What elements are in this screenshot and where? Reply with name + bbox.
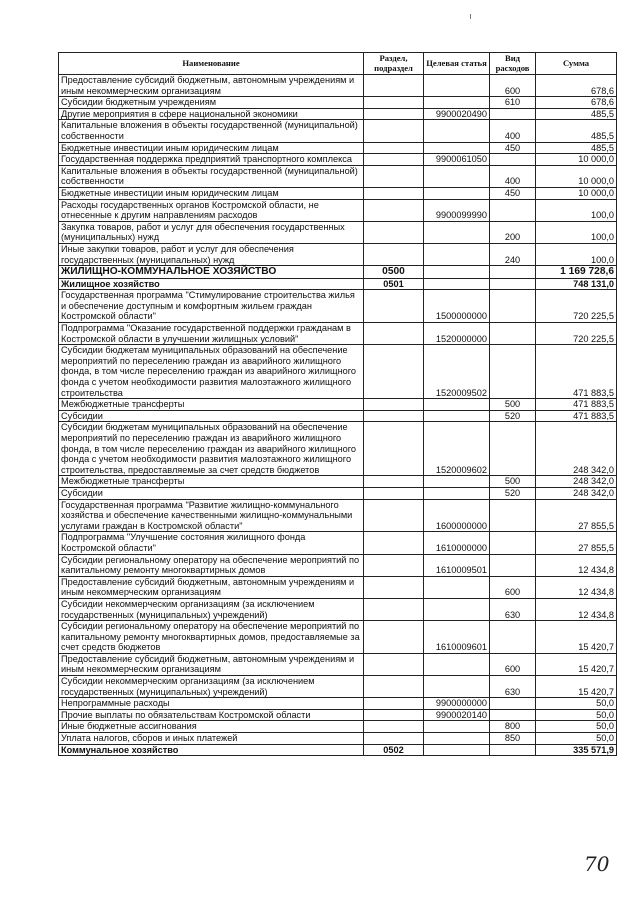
cell-expense: 200	[490, 221, 536, 243]
cell-section	[364, 576, 424, 598]
cell-name: Субсидии региональному оператору на обеспечение мероприятий по капитальному ремонту многоквартирных домов, предоставляемые за счет средств бюджетов	[59, 621, 364, 654]
cell-section	[364, 709, 424, 721]
table-row	[59, 154, 617, 166]
table-row	[59, 598, 617, 620]
table-row	[59, 290, 617, 323]
cell-sum: 248 342,0	[536, 422, 617, 476]
cell-sum: 10 000,0	[536, 187, 617, 199]
table-row	[59, 476, 617, 488]
cell-name: Субсидии региональному оператору на обеспечение мероприятий по капитальному ремонту многоквартирных домов	[59, 554, 364, 576]
header-target: Целевая статья	[424, 53, 490, 75]
table-row	[59, 97, 617, 109]
cell-section	[364, 676, 424, 698]
cell-expense	[490, 278, 536, 290]
cell-target: 1500000000	[424, 290, 490, 323]
table-row	[59, 108, 617, 120]
table-row	[59, 142, 617, 154]
cell-section	[364, 142, 424, 154]
cell-section	[364, 554, 424, 576]
cell-sum: 748 131,0	[536, 278, 617, 290]
table-row	[59, 709, 617, 721]
table-row	[59, 187, 617, 199]
header-sum: Сумма	[536, 53, 617, 75]
cell-sum: 12 434,8	[536, 554, 617, 576]
cell-target: 9900061050	[424, 154, 490, 166]
cell-section	[364, 698, 424, 710]
cell-target	[424, 598, 490, 620]
cell-target: 9900099990	[424, 199, 490, 221]
cell-section	[364, 323, 424, 345]
page-number: 70	[584, 852, 610, 876]
cell-expense: 400	[490, 165, 536, 187]
cell-name: Капитальные вложения в объекты государственной (муниципальной) собственности	[59, 120, 364, 142]
cell-section	[364, 476, 424, 488]
cell-sum: 471 883,5	[536, 399, 617, 411]
table-row	[59, 266, 617, 279]
cell-section	[364, 499, 424, 532]
cell-target	[424, 165, 490, 187]
cell-target	[424, 142, 490, 154]
cell-sum: 471 883,5	[536, 410, 617, 422]
cell-section	[364, 199, 424, 221]
cell-name: Межбюджетные трансферты	[59, 476, 364, 488]
cell-expense: 240	[490, 243, 536, 265]
cell-expense	[490, 532, 536, 554]
cell-expense: 600	[490, 576, 536, 598]
table-row	[59, 576, 617, 598]
cell-expense	[490, 709, 536, 721]
cell-target: 9900020140	[424, 709, 490, 721]
cell-section	[364, 165, 424, 187]
cell-target: 9900020490	[424, 108, 490, 120]
cell-section	[364, 221, 424, 243]
cell-expense: 450	[490, 187, 536, 199]
cell-target: 9900000000	[424, 698, 490, 710]
cell-name: Субсидии бюджетным учреждениям	[59, 97, 364, 109]
cell-expense	[490, 698, 536, 710]
cell-expense: 500	[490, 399, 536, 411]
cell-sum: 678,6	[536, 97, 617, 109]
cell-expense	[490, 290, 536, 323]
cell-target	[424, 97, 490, 109]
cell-section	[364, 621, 424, 654]
cell-target	[424, 653, 490, 675]
cell-sum: 15 420,7	[536, 653, 617, 675]
cell-name: Предоставление субсидий бюджетным, автономным учреждениям и иным некоммерческим организациям	[59, 653, 364, 675]
table-row	[59, 499, 617, 532]
cell-sum: 27 855,5	[536, 499, 617, 532]
cell-name: Предоставление субсидий бюджетным, автономным учреждениям и иным некоммерческим организациям	[59, 75, 364, 97]
cell-sum: 485,5	[536, 108, 617, 120]
cell-section	[364, 399, 424, 411]
table-body	[59, 75, 617, 756]
cell-name: Государственная программа "Развитие жилищно-коммунального хозяйства и обеспечение качественными жилищно-коммунальными услугами граждан в Костромской области"	[59, 499, 364, 532]
cell-sum: 485,5	[536, 142, 617, 154]
cell-sum: 678,6	[536, 75, 617, 97]
cell-expense: 520	[490, 487, 536, 499]
cell-name: Иные бюджетные ассигнования	[59, 721, 364, 733]
cell-expense	[490, 554, 536, 576]
cell-name: Бюджетные инвестиции иным юридическим лицам	[59, 142, 364, 154]
cell-sum: 27 855,5	[536, 532, 617, 554]
cell-sum: 100,0	[536, 243, 617, 265]
cell-sum: 50,0	[536, 733, 617, 745]
table-row	[59, 120, 617, 142]
cell-section	[364, 243, 424, 265]
table-row	[59, 422, 617, 476]
cell-section	[364, 721, 424, 733]
cell-section	[364, 487, 424, 499]
table-row	[59, 487, 617, 499]
table-row	[59, 653, 617, 675]
cell-expense	[490, 154, 536, 166]
cell-name: Субсидии	[59, 487, 364, 499]
cell-expense: 400	[490, 120, 536, 142]
cell-target	[424, 243, 490, 265]
cell-name: Субсидии некоммерческим организациям (за исключением государственных (муниципальных) учреждений)	[59, 598, 364, 620]
cell-sum: 248 342,0	[536, 487, 617, 499]
cell-section	[364, 290, 424, 323]
cell-name: Капитальные вложения в объекты государственной (муниципальной) собственности	[59, 165, 364, 187]
cell-expense: 600	[490, 653, 536, 675]
cell-name: Субсидии бюджетам муниципальных образований на обеспечение мероприятий по переселению граждан из аварийного жилищного фонда, в том числе переселению граждан из аварийного жилищного фонда с учетом необходимости развития малоэтажного жилищного строительства	[59, 345, 364, 399]
cell-expense	[490, 266, 536, 279]
cell-expense: 520	[490, 410, 536, 422]
cell-target: 1610000000	[424, 532, 490, 554]
header-name: Наименование	[59, 53, 364, 75]
cell-section	[364, 154, 424, 166]
cell-expense: 500	[490, 476, 536, 488]
cell-sum: 10 000,0	[536, 154, 617, 166]
cell-name: Государственная программа "Стимулирование строительства жилья и обеспечение доступным и комфортным жильем граждан Костромской области"	[59, 290, 364, 323]
cell-name: Подпрограмма "Улучшение состояния жилищного фонда Костромской области"	[59, 532, 364, 554]
cell-section	[364, 75, 424, 97]
table-row	[59, 75, 617, 97]
cell-sum: 248 342,0	[536, 476, 617, 488]
cell-name: Расходы государственных органов Костромской области, не отнесенные к другим направлениям расходов	[59, 199, 364, 221]
cell-name: Непрограммные расходы	[59, 698, 364, 710]
table-row	[59, 278, 617, 290]
cell-section	[364, 422, 424, 476]
cell-name: Другие мероприятия в сфере национальной экономики	[59, 108, 364, 120]
table-row	[59, 698, 617, 710]
cell-sum: 50,0	[536, 721, 617, 733]
cell-expense: 450	[490, 142, 536, 154]
scan-mark	[470, 14, 471, 19]
cell-target	[424, 676, 490, 698]
cell-expense	[490, 199, 536, 221]
table-row	[59, 399, 617, 411]
cell-name: Субсидии некоммерческим организациям (за исключением государственных (муниципальных) учреждений)	[59, 676, 364, 698]
cell-sum: 12 434,8	[536, 598, 617, 620]
table-row	[59, 221, 617, 243]
table-row	[59, 621, 617, 654]
cell-name: Прочие выплаты по обязательствам Костромской области	[59, 709, 364, 721]
table-row	[59, 345, 617, 399]
table-row	[59, 554, 617, 576]
cell-expense	[490, 744, 536, 756]
cell-name: Межбюджетные трансферты	[59, 399, 364, 411]
cell-target: 1520009602	[424, 422, 490, 476]
cell-section	[364, 598, 424, 620]
table-row	[59, 243, 617, 265]
cell-section	[364, 120, 424, 142]
cell-target	[424, 744, 490, 756]
cell-expense: 610	[490, 97, 536, 109]
cell-sum: 10 000,0	[536, 165, 617, 187]
table-row	[59, 721, 617, 733]
table-row	[59, 744, 617, 756]
table-row	[59, 676, 617, 698]
table-row	[59, 410, 617, 422]
cell-name: Бюджетные инвестиции иным юридическим лицам	[59, 187, 364, 199]
table-row	[59, 165, 617, 187]
cell-section	[364, 733, 424, 745]
cell-expense	[490, 422, 536, 476]
cell-expense: 600	[490, 75, 536, 97]
cell-target	[424, 187, 490, 199]
cell-target: 1520000000	[424, 323, 490, 345]
cell-name: Коммунальное хозяйство	[59, 744, 364, 756]
cell-section	[364, 108, 424, 120]
cell-expense	[490, 323, 536, 345]
cell-section	[364, 410, 424, 422]
cell-expense	[490, 621, 536, 654]
cell-sum: 50,0	[536, 709, 617, 721]
cell-section	[364, 532, 424, 554]
cell-expense: 630	[490, 598, 536, 620]
cell-name: Подпрограмма "Оказание государственной поддержки гражданам в Костромской области в улучшении жилищных условий"	[59, 323, 364, 345]
cell-sum: 100,0	[536, 199, 617, 221]
table-row	[59, 733, 617, 745]
cell-target	[424, 721, 490, 733]
cell-target: 1610009501	[424, 554, 490, 576]
cell-expense	[490, 499, 536, 532]
cell-sum: 720 225,5	[536, 290, 617, 323]
table-row	[59, 532, 617, 554]
cell-sum: 1 169 728,6	[536, 266, 617, 279]
cell-expense: 800	[490, 721, 536, 733]
cell-section	[364, 653, 424, 675]
cell-name: Субсидии	[59, 410, 364, 422]
header-section: Раздел, подраздел	[364, 53, 424, 75]
cell-sum: 12 434,8	[536, 576, 617, 598]
cell-section: 0501	[364, 278, 424, 290]
cell-expense	[490, 108, 536, 120]
cell-target: 1600000000	[424, 499, 490, 532]
cell-name: Предоставление субсидий бюджетным, автономным учреждениям и иным некоммерческим организациям	[59, 576, 364, 598]
cell-sum: 720 225,5	[536, 323, 617, 345]
header-row	[59, 53, 617, 75]
cell-expense: 850	[490, 733, 536, 745]
cell-target: 1610009601	[424, 621, 490, 654]
cell-name: Государственная поддержка предприятий транспортного комплекса	[59, 154, 364, 166]
cell-sum: 471 883,5	[536, 345, 617, 399]
cell-target	[424, 221, 490, 243]
cell-target: 1520009502	[424, 345, 490, 399]
cell-name: Закупка товаров, работ и услуг для обеспечения государственных (муниципальных) нужд	[59, 221, 364, 243]
cell-name: ЖИЛИЩНО-КОММУНАЛЬНОЕ ХОЗЯЙСТВО	[59, 266, 364, 279]
cell-sum: 50,0	[536, 698, 617, 710]
header-expense: Вид расходов	[490, 53, 536, 75]
table-row	[59, 323, 617, 345]
cell-target	[424, 266, 490, 279]
cell-name: Жилищное хозяйство	[59, 278, 364, 290]
cell-sum: 485,5	[536, 120, 617, 142]
cell-expense	[490, 345, 536, 399]
cell-section	[364, 345, 424, 399]
cell-sum: 15 420,7	[536, 676, 617, 698]
table-row	[59, 199, 617, 221]
cell-expense: 630	[490, 676, 536, 698]
cell-name: Иные закупки товаров, работ и услуг для обеспечения государственных (муниципальных) нужд	[59, 243, 364, 265]
cell-target	[424, 75, 490, 97]
cell-sum: 15 420,7	[536, 621, 617, 654]
cell-target	[424, 476, 490, 488]
cell-name: Субсидии бюджетам муниципальных образований на обеспечение мероприятий по переселению граждан из аварийного жилищного фонда, в том числе переселению граждан из аварийного жилищного фонда с учетом необходимости развития малоэтажного жилищного строительства, предоставляемые за счет средств бюджетов	[59, 422, 364, 476]
budget-table	[58, 52, 617, 756]
cell-target	[424, 733, 490, 745]
cell-target	[424, 410, 490, 422]
cell-section: 0502	[364, 744, 424, 756]
cell-target	[424, 576, 490, 598]
cell-sum: 335 571,9	[536, 744, 617, 756]
cell-target	[424, 278, 490, 290]
cell-sum: 100,0	[536, 221, 617, 243]
cell-name: Уплата налогов, сборов и иных платежей	[59, 733, 364, 745]
cell-target	[424, 487, 490, 499]
cell-section: 0500	[364, 266, 424, 279]
cell-target	[424, 399, 490, 411]
cell-section	[364, 187, 424, 199]
cell-target	[424, 120, 490, 142]
cell-section	[364, 97, 424, 109]
